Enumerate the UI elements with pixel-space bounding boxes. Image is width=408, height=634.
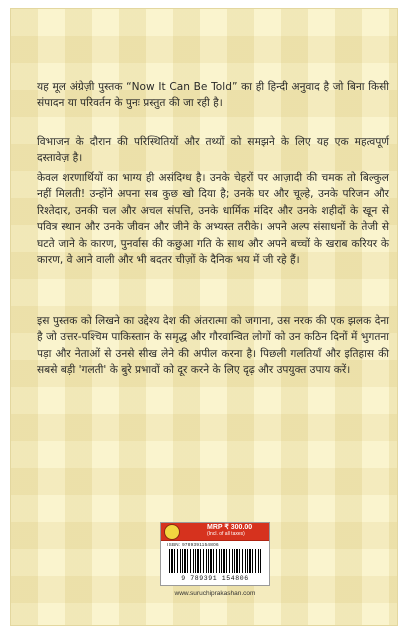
publisher-logo-icon bbox=[164, 524, 180, 540]
taxes-note: (Incl. of all taxes) bbox=[207, 531, 245, 537]
document-note-paragraph: विभाजन के दौरान की परिस्थितियों और तथ्यों को समझने के लिए यह एक महत्वपूर्ण दस्तावेज़ है। bbox=[37, 136, 389, 165]
barcode-digits: 9 789391 154806 bbox=[181, 575, 249, 582]
back-cover bbox=[10, 8, 398, 626]
barcode-bars bbox=[169, 549, 261, 573]
purpose-paragraph: इस पुस्तक को लिखने का उद्देश्य देश की अंतरात्मा को जगाना, उस नरक की एक झलक देना है जो उत्तर-पश्चिम पाकिस्तान के समृद्ध और गौरवान्वित लोगों को उन कठिन दिनों में भुगतना पड़ा और नेताओं से उनसे सीख लेने की अपील करना है। पिछली गलतियाँ और इतिहास की सबसे बड़ी 'गलती' के बुरे प्रभावों को दूर करने के लिए दृढ़ और उपयुक्त उपाय करें। bbox=[37, 315, 389, 377]
isbn-text: ISBN: 9789391154806 bbox=[167, 542, 219, 547]
mrp-price: MRP ₹ 300.00 bbox=[207, 524, 253, 531]
price-band bbox=[161, 523, 269, 541]
publisher-website: www.suruchiprakashan.com bbox=[174, 590, 256, 597]
refugees-paragraph: केवल शरणार्थियों का भाग्य ही असंदिग्ध है। उनके चेहरों पर आज़ादी की चमक तो बिल्कुल नहीं मिलती! उन्होंने अपना सब कुछ खो दिया है; उनके घर और चूल्हे, उनके परिजन और रिश्तेदार, उनकी चल और अचल संपत्ति, उनके धार्मिक मंदिर और उनके शहीदों के खून से पवित्र स्थान और उनके जीवन और जीने के अभ्यस्त तरीके। अपने अल्प संसाधनों के तेजी से घटते जाने के कारण, पुनर्वास की कछुआ गति के साथ और अपने बच्चों के खराब करियर के कारण, वे आने वाली और भी बदतर चीज़ों के दैनिक भय में जी रहे हैं। bbox=[37, 172, 389, 267]
barcode-label bbox=[160, 522, 270, 586]
intro-paragraph: यह मूल अंग्रेज़ी पुस्तक “Now It Can Be Told” का ही हिन्दी अनुवाद है जो बिना किसी संपादन या परिवर्तन के पुनः प्रस्तुत की जा रही है। bbox=[37, 81, 389, 110]
